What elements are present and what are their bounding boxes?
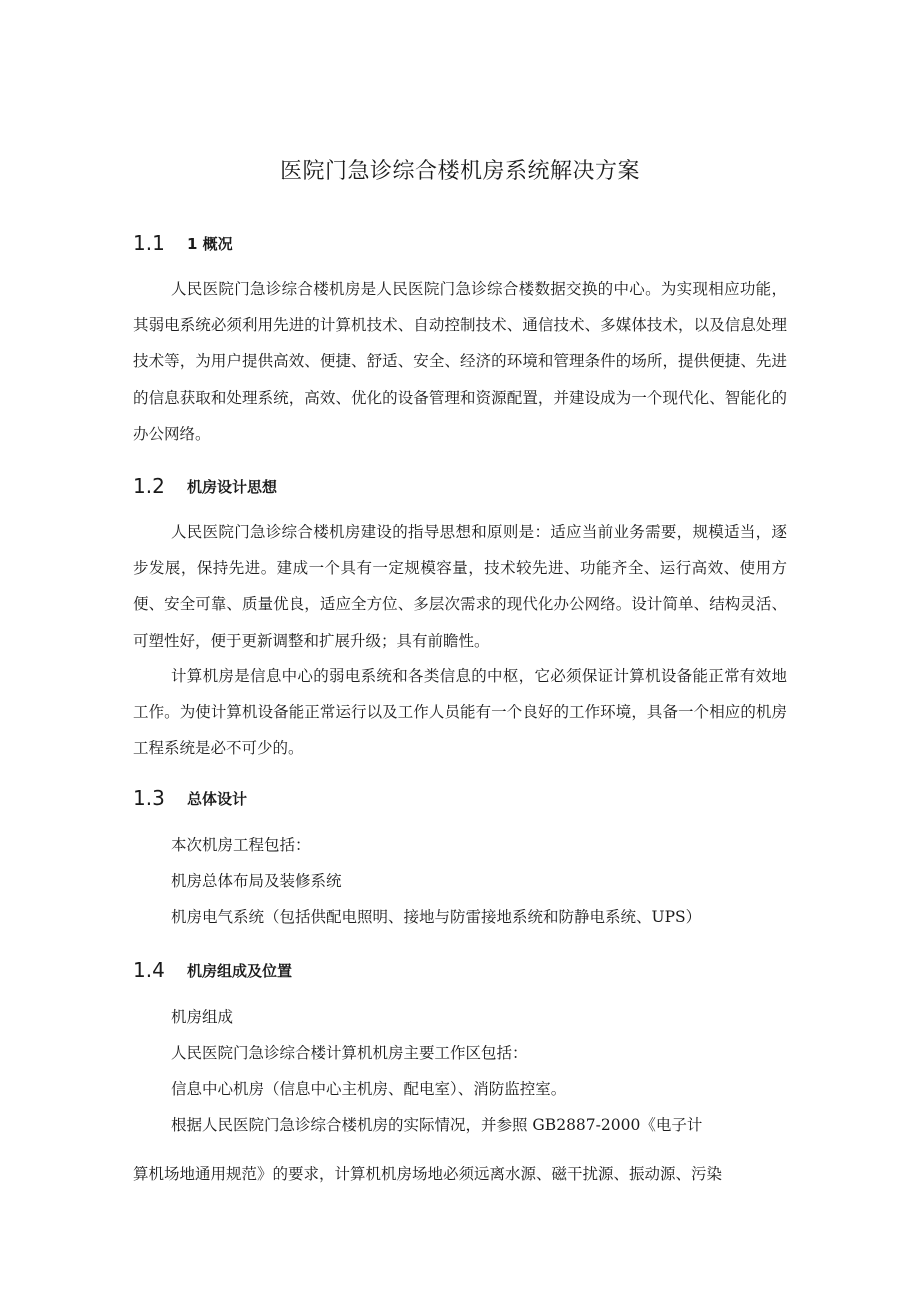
section-heading-1-2 [133, 471, 277, 501]
section-number: 1.4 [133, 958, 165, 982]
list-item: 机房电气系统（包括供配电照明、接地与防雷接地系统和防静电系统、UPS） [171, 908, 702, 926]
section-number: 1.2 [133, 474, 165, 498]
section-title: 总体设计 [187, 789, 248, 808]
list-item: 机房组成 [171, 1008, 234, 1026]
section-title: 1 概况 [187, 234, 233, 253]
section-heading-1-1 [133, 228, 233, 258]
list-item: 机房总体布局及装修系统 [171, 872, 342, 890]
document-title: 医院门急诊综合楼机房系统解决方案 [279, 159, 640, 184]
section-heading-1-3 [133, 783, 247, 813]
list-item: 信息中心机房（信息中心主机房、配电室）、消防监控室。 [171, 1080, 567, 1098]
list-item: 人民医院门急诊综合楼计算机机房主要工作区包括： [171, 1044, 528, 1062]
section-title: 机房组成及位置 [187, 961, 293, 980]
list-item: 根据人民医院门急诊综合楼机房的实际情况，并参照 GB2887-2000《电子计 [171, 1116, 703, 1134]
section-number: 1.3 [133, 786, 165, 810]
section-number: 1.1 [133, 231, 165, 255]
paragraph-computer-room-role: 计算机房是信息中心的弱电系统和各类信息的中枢，它必须保证计算机设备能正常有效地工作。为使计算机设备能正常运行以及工作人员能有一个良好的工作环境，具备一个相应的机房工程系统是必不可少的。 [133, 667, 787, 758]
section-title: 机房设计思想 [187, 477, 278, 496]
section-heading-1-4 [133, 955, 292, 985]
list-item: 本次机房工程包括： [171, 836, 311, 854]
paragraph-design-principles: 人民医院门急诊综合楼机房建设的指导思想和原则是：适应当前业务需要，规模适当，逐步发展，保持先进。建成一个具有一定规模容量，技术较先进、功能齐全、运行高效、使用方便、安全可靠、质量优良，适应全方位、多层次需求的现代化办公网络。设计简单、结构灵活、可塑性好，便于更新调整和扩展升级；具有前瞻性。 [133, 523, 787, 650]
continuation-line: 算机场地通用规范》的要求，计算机机房场地必须远离水源、磁干扰源、振动源、污染 [133, 1165, 723, 1183]
paragraph-overview: 人民医院门急诊综合楼机房是人民医院门急诊综合楼数据交换的中心。为实现相应功能，其弱电系统必须利用先进的计算机技术、自动控制技术、通信技术、多媒体技术，以及信息处理技术等，为用户提供高效、便捷、舒适、安全、经济的环境和管理条件的场所，提供便捷、先进的信息获取和处理系统，高效、优化的设备管理和资源配置，并建设成为一个现代化、智能化的办公网络。 [133, 280, 787, 443]
